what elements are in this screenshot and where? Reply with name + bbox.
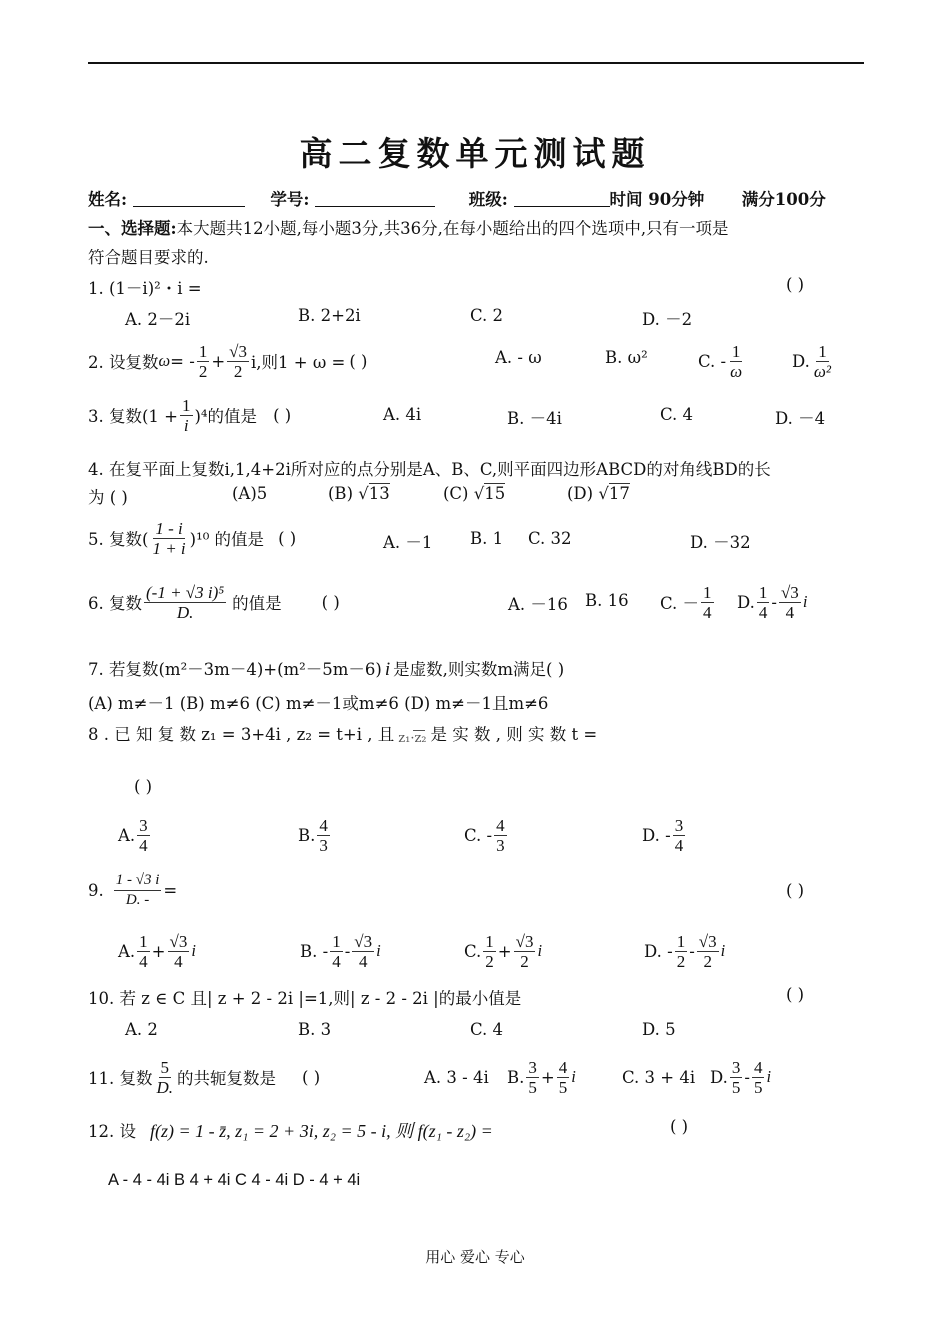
section-desc: 本大题共12小题,每小题3分,共36分,在每小题给出的四个选项中,只有一项是 [176, 219, 729, 238]
q4-paren[interactable]: 为 ( ) [88, 488, 128, 507]
q6-option-b[interactable]: B. 16 [585, 591, 629, 610]
info-line [88, 186, 826, 210]
q6-option-d[interactable]: D. $\frac{1}{4}$ - $\frac{√3}{4}$ i [737, 582, 808, 622]
q11-stem: 11. 复数 $\frac{5}{D.}$ 的共轭复数是 ( ) [88, 1057, 321, 1097]
q5-option-c[interactable]: C. 32 [528, 529, 572, 548]
q2-stem: 2. 设复数 ω = - $\frac{1}{2}$ + $\frac{√3}{2}$ i,则1 + ω = ( ) [88, 341, 368, 381]
q12-answer-paren[interactable]: ( ) [670, 1117, 689, 1136]
q1-option-a[interactable]: A. 2－2i [125, 310, 191, 329]
section-heading [88, 215, 729, 239]
q10-option-c[interactable]: C. 4 [470, 1020, 504, 1039]
q3-option-b[interactable]: B. －4i [507, 409, 562, 428]
q3-option-c[interactable]: C. 4 [660, 405, 694, 424]
q11-option-d[interactable]: D. $\frac{3}{5}$ - $\frac{4}{5}$ i [710, 1057, 772, 1097]
q1-option-b[interactable]: B. 2+2i [298, 306, 361, 325]
q5-option-a[interactable]: A. －1 [383, 533, 433, 552]
q6-answer-paren[interactable]: ( ) [321, 592, 340, 612]
q5-option-b[interactable]: B. 1 [470, 529, 504, 548]
page-footer: 用心 爱心 专心 [425, 1248, 525, 1266]
q8-option-d[interactable]: D. - $\frac{3}{4}$ [642, 815, 684, 855]
q2-eq: = - [170, 351, 195, 371]
name-blank[interactable] [133, 190, 245, 207]
q10-answer-paren[interactable]: ( ) [786, 985, 805, 1004]
q11-option-c[interactable]: C. 3 + 4i [622, 1068, 696, 1087]
class-blank[interactable] [514, 190, 610, 207]
q4-option-c[interactable]: (C) √15 [443, 484, 506, 503]
score-label: 满分100分 [741, 190, 826, 209]
q8-answer-paren[interactable]: ( ) [134, 777, 153, 796]
section-title: 一、选择题: [88, 219, 177, 238]
id-blank[interactable] [315, 190, 435, 207]
q9-option-a[interactable]: A. $\frac{1}{4}$ + $\frac{√3}{4}$ i [118, 931, 196, 971]
q10-option-b[interactable]: B. 3 [298, 1020, 332, 1039]
q2-option-c[interactable]: C. - $\frac{1}{\omega}$ [698, 341, 743, 381]
class-label: 班级: [468, 190, 508, 209]
section-desc-2: 符合题目要求的. [88, 248, 209, 267]
name-label: 姓名: [88, 190, 128, 209]
q3-answer-paren[interactable]: ( ) [273, 405, 292, 425]
q4-option-a[interactable]: (A)5 [232, 484, 268, 503]
q8-option-c[interactable]: C. - $\frac{4}{3}$ [464, 815, 505, 855]
page-title: 高二复数单元测试题 [299, 134, 651, 173]
q6-stem: 6. 复数 $\frac{\text{(-1 + √3 i)⁵}}{D.}$ 的值是 ( ) [88, 582, 340, 622]
q7-options[interactable]: (A) m≠－1 (B) m≠6 (C) m≠－1或m≠6 (D) m≠－1且m≠6 [88, 694, 549, 713]
q2-tail: i,则1 + ω = [250, 353, 346, 372]
q2-option-b[interactable]: B. ω² [605, 348, 648, 367]
q1-option-c[interactable]: C. 2 [470, 306, 504, 325]
q10-option-d[interactable]: D. 5 [642, 1020, 676, 1039]
q6-option-a[interactable]: A. －16 [508, 595, 568, 614]
q5-option-d[interactable]: D. －32 [690, 533, 751, 552]
q4-option-b[interactable]: (B) √13 [328, 484, 390, 503]
q1-stem: 1. (1－i)²・i = [88, 279, 202, 298]
q8-option-b[interactable]: B. $\frac{4}{3}$ [298, 815, 328, 855]
q5-answer-paren[interactable]: ( ) [278, 528, 297, 548]
q9-option-d[interactable]: D. - $\frac{1}{2}$ - $\frac{√3}{2}$ i [644, 931, 726, 971]
q11-answer-paren[interactable]: ( ) [302, 1067, 321, 1087]
q12-stem: 12. 设 f(z) = 1 - z̄, z₁ = 2 + 3i, z₂ = 5 - i, 则 f(z₁ - z₂) = [88, 1121, 493, 1141]
q3-option-a[interactable]: A. 4i [383, 405, 422, 424]
q11-option-a[interactable]: A. 3 - 4i [424, 1068, 489, 1087]
q8-stem: 8 . 已 知 复 数 z₁ = 3+4i , z₂ = t+i , 且 z₁·z₂ 是 实 数 , 则 实 数 t = [88, 721, 597, 746]
q2-option-d[interactable]: D. $\frac{1}{\text{ω²}}$ [792, 341, 831, 381]
q12-options[interactable]: A - 4 - 4i B 4 + 4i C 4 - 4i D - 4 + 4i [108, 1171, 361, 1189]
q3-stem: 3. 复数(1 + $\frac{1}{i}$ )⁴的值是 ( ) [88, 395, 292, 435]
top-rule [88, 62, 864, 64]
q2-frac-1: $\frac{1}{2}$ [198, 341, 208, 381]
q4-stem: 4. 在复平面上复数i,1,4+2i所对应的点分别是A、B、C,则平面四边形ABCD的对角线BD的长 [88, 460, 771, 479]
q11-option-b[interactable]: B. $\frac{3}{5}$ + $\frac{4}{5}$ i [507, 1057, 576, 1097]
q7-stem: 7. 若复数(m²－3m－4)+(m²－5m－6) i 是虚数,则实数m满足( ) [88, 659, 565, 680]
q3-option-d[interactable]: D. －4 [775, 409, 826, 428]
q9-answer-paren[interactable]: ( ) [786, 881, 805, 900]
q8-option-a[interactable]: A. $\frac{3}{4}$ [118, 815, 148, 855]
q10-stem: 10. 若 z ∈ C 且| z + 2 - 2i |=1,则| z - 2 - 2i |的最小值是 [88, 989, 522, 1008]
q2-frac-2: $\frac{√3}{2}$ [229, 341, 247, 381]
q9-option-c[interactable]: C. $\frac{1}{2}$ + $\frac{√3}{2}$ i [464, 931, 543, 971]
q2-omega: ω [158, 351, 171, 370]
q2-answer-paren[interactable]: ( ) [349, 351, 368, 371]
q2-option-a[interactable]: A. - ω [495, 348, 542, 367]
q1-option-d[interactable]: D. －2 [642, 310, 693, 329]
q6-option-c[interactable]: C. － $\frac{1}{4}$ [660, 582, 712, 622]
id-label: 学号: [270, 190, 310, 209]
q9-option-b[interactable]: B. - $\frac{1}{4}$ - $\frac{√3}{4}$ i [300, 931, 381, 971]
q5-stem: 5. 复数( $\frac{1 - i}{1 + i}$ )¹⁰ 的值是 ( ) [88, 518, 297, 558]
q9-stem: 9. $\frac{1 - √3 i}{D. -}$ = [88, 871, 178, 908]
q4-option-d[interactable]: (D) √17 [567, 484, 630, 503]
time-label: 时间 90分钟 [609, 190, 705, 209]
q2-num: 2. 设复数 [88, 353, 159, 372]
q10-option-a[interactable]: A. 2 [125, 1020, 158, 1039]
q1-answer-paren[interactable]: ( ) [786, 275, 805, 294]
